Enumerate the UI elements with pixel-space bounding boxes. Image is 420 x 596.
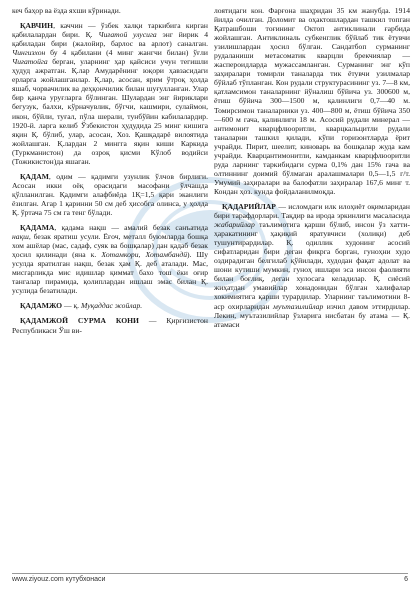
- entry-kadama: [12, 223, 208, 295]
- entry-kadamjoy: [12, 316, 208, 334]
- entry-kadariylar: [214, 202, 410, 329]
- cross-ref: Муқаддас жойлар.: [80, 301, 143, 311]
- entry-text: энг йирик 4 қабиладан бири (жалойир, барлос ва арлот) саналган.: [12, 30, 208, 49]
- entry-text: , одим — қадимги узунлик ўлчов бирлиги. Асосан икки оёқ орасидаги масофани ўлчашда қўлланилган. Қадимги алафбиёда 1Қ=1,5 қари эканлиги ёзилган. Агар 1 қаринни 50 см деб ҳисобга олинса, у ҳолда Қ. ўртача 75 см га тенг бўлади.: [12, 171, 208, 217]
- entry-text: изчил давом эттирдилар. Лекин, муътазилийлар ўзларига нисбатан бу атама — Қ. атамаси: [214, 301, 411, 329]
- cross-ref: нақш: [12, 232, 29, 242]
- entry-text: , каччин — ўзбек халқи таркибига кирган қабилалардан бири. Қ.: [12, 21, 208, 40]
- entry-kadam: [12, 172, 208, 217]
- entry-text: берган, уларнинг ҳар қайсиси учун тегишли ҳудуд ажратган. Қ.лар Амударёнинг юқори ҳавзасидаги ерларга жойлашганлар. Қ.лар, асосан, ярим ўтроқ ҳолда яшаб, чорвачилик ва деҳқончилик билан шуғулланган. Улар бир қанча уруғларга бўлинган. Шулардан энг йириклари бегузук, балхи, кўрначувлик, бўгчи, кашмири, сулаймон, икон, бўйли, туғал, пўла шерали, тунбўйин кабилалардир. 1920-й. ларга келиб Ўзбекистон ҳудудида 25 минг кишига яқин Қ. бўлиб, улар, асосан, Хоз. Қашқадарё вилоятида жойлашган. Қ.лардан 2 мингга яқин киши Каркида (Туркманистон) да озроқ қисми Кўлоб водийси (Тожикистон)да яшаган.: [12, 57, 208, 166]
- entry-text: , қадама нақш — амалий безак санъатида: [54, 223, 208, 233]
- entry-text: — исломдаги илк илоҳиёт оқимларидан бири тарафдорлари. Тақдир ва ирода эркинлиги масаласида: [214, 201, 410, 221]
- cross-ref: жабарийлар: [214, 220, 255, 230]
- cross-ref: Хотамкори, Хотамбандй: [101, 250, 188, 260]
- entry-text: таълимотига қарши бўлиб, инсон ўз хатти-ҳаракатининг ҳақиқий яратувчиси (холиқи) деб тушунтирардилар. Қ. одиллик худонинг асосий сифатларидан бири деган фикрга борган, гуноҳни худо оздирадиган белгилаб қўйилади, худодан фақат адолат ва шони кутиши мумкин, гуноҳ ишлари эса инсон фаолияти билан боғлиқ, деган хулосага келадилар. Қ. сиёсий жиҳатдан умавийлар хонадонидан бўлган халифалар хокимиятига қарши турардилар. Уларнинг таълимотини 8-аср охирларидан: [214, 220, 410, 311]
- entry-text: — қ.: [62, 301, 80, 311]
- left-column: [12, 6, 208, 335]
- page-number: 6: [404, 576, 408, 583]
- entry-text: ). Шу усулда яратилган нақш, безак ҳам Қ. деб аталади. Мас, мисгарликда мис идишлар қиммат бахо тош ёки оғир тангалар пирамида, қолиплардан ишлаш эмас билан Қ. усулида безатилади.: [12, 250, 208, 296]
- entry-text: , безак яратиш усули. Ёғоч, металл буюмларда бошқа хом ашёлар (мас, садаф, суяк ва бошқалар) дан қадаб безак ҳосил қилинади (яна к.: [12, 232, 208, 260]
- page-footer: [12, 576, 408, 586]
- footer-site-link[interactable]: www.ziyouz.com кутубхонаси: [12, 576, 106, 583]
- headword-kadamjoy: ҚАДАМЖОЙ СУРМА КОНИ: [20, 316, 139, 326]
- headword-kadariylar: ҚАДАРИЙЛАР: [222, 201, 276, 211]
- entry-text: — Қирғизистон Республикаси Ўш ви-: [12, 316, 209, 335]
- headword-kadamjo: ҚАДАМЖО: [20, 301, 63, 311]
- cross-ref: Чингизхон: [12, 48, 46, 58]
- headword-kadam: ҚАДАМ: [20, 171, 49, 181]
- headword-kavchin: ҚАВЧИН: [20, 21, 54, 31]
- entry-kavchin: [12, 21, 208, 166]
- cross-ref: Чиғатой улусига: [98, 30, 157, 40]
- entry-kadamjo: [12, 301, 208, 310]
- footer-divider: [12, 573, 408, 574]
- headword-kadama: ҚАДАМА: [20, 223, 55, 233]
- cross-ref: Чиғатойга: [12, 57, 48, 67]
- cross-ref: муътазилийлар: [273, 301, 324, 311]
- entry-text: бу 4 қабилани (4 минг жангчи билан) ўғли: [50, 48, 208, 58]
- entry-kadamjoy-continued: лоятидаги кон. Фарғона шаҳридан 35 км жанубда. 1914 йилда очилган. Доломит ва оҳактошлардан ташкил топган Қатрашбоши тоғининг Октоп антиклинали ғарбида жойлашган. Антиклиналь субкенглик бўйлаб тик ётувчи узилишлардан ҳосил бўлган. Сандатбоп сурманинг рудаланиши метасоматик кварцли брекчиялар — жаспероидларда мужассамланган. Сурманинг энг кўп заҳиралари томирли таналарда тик ётувчи узилмалар бўйлаб тўпланган. Кон рудали структурасининг уз. 7—8 км, қатламсимон таналарнинг йўналиш бўйича уз. 300600 м, ётиш бўйича 300—1500 м, қалинлиги 0,7—40 м. Томирсимон таналарники уз. 400—800 м, ётиш бўйича 350—600 м гача, қалинлиги 18 м. Асосий рудали минерал — антимонит кварцфлюоритли, кварцкальцитли рудали таналарни ташкил қилади, кўпи горизонтларда ёрит учрайди. Пирит, шеелит, киноварь ва бошқалар жуда кам учрайди. Кварцантимонитли, камданкам кварцфлюоритли руда ларнинг таркибидаги сурма 0,1% дан 15% гача ва олтиннинг доимий бўлмаган аралашмалари 0,5—1,5 г/т. Умумий заҳиралари ва балофатли заҳиралар 167,6 минг т. Кондан ҳоз. кунда фойдаланилмоқда.: [214, 6, 410, 196]
- intro-fragment: кеч баҳор ва ёзда яхши кўринади.: [12, 6, 121, 15]
- right-column: [214, 6, 410, 329]
